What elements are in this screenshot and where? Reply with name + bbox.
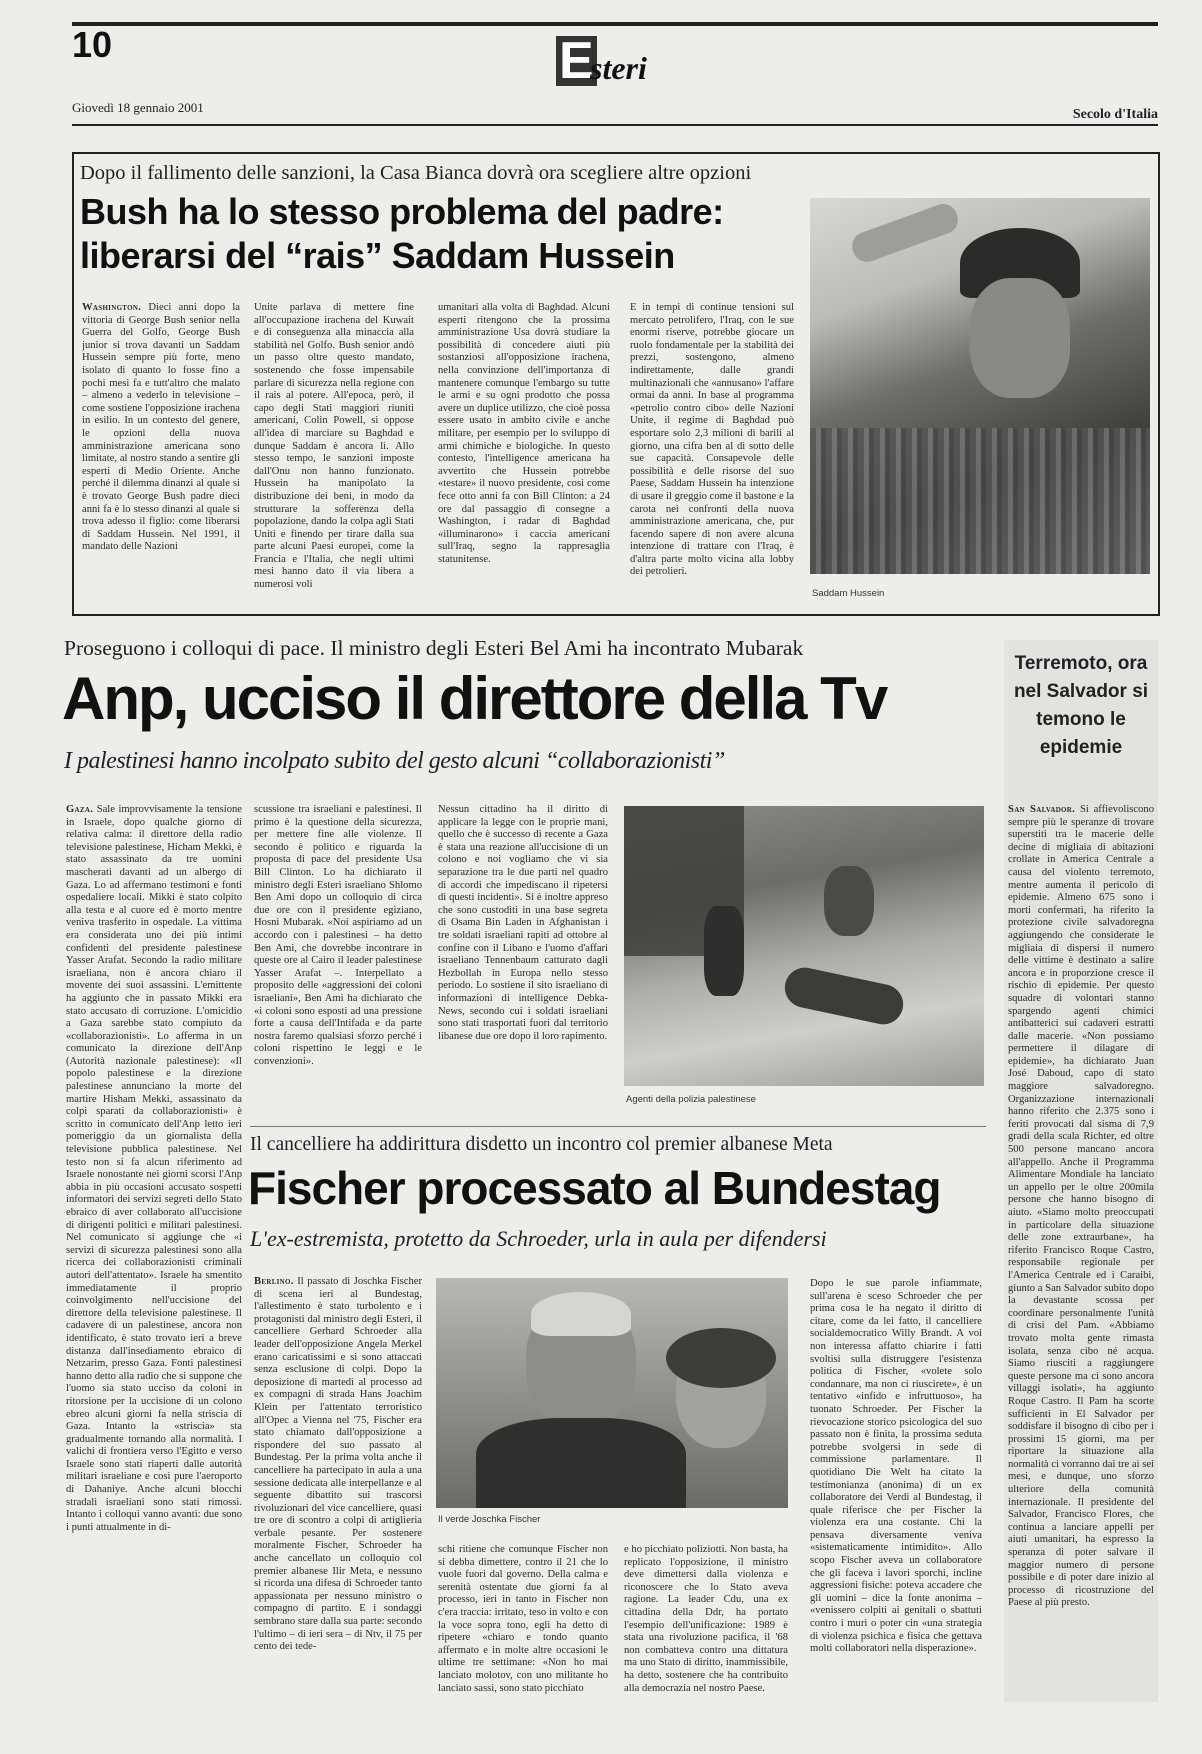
saddam-photo (810, 198, 1150, 574)
photo-arm-shape (848, 200, 962, 266)
masthead-rule (72, 124, 1158, 126)
story2-kicker: Proseguono i colloqui di pace. Il ministro degli Esteri Bel Ami ha incontrato Mubarak (64, 636, 804, 660)
story3-column-3 (624, 1544, 788, 1700)
story1-col4-text: E in tempi di continue tensioni sul mercato petrolifero, l'Iraq, con le sue enormi riserve, potrebbe giocare un ruolo fondamentale per la stabilità dei prezzi, sostengono, almeno indirettamente, dalle grandi multinazionali che «annusano» l'affare ormai da anni. In base al programma «petrolio contro cibo» delle Nazioni Unite, il regime di Baghdad può esportare solo 2,3 milioni di barili al giorno, una cifra ben al di sotto delle sue capacità. Consapevole delle possibilità e delle risorse del suo Paese, Saddam Hussein ha intenzione di usare il greggio come il bastone e la carota nei confronti della nuova amministrazione americana, che, pur facendo sapere di non avere alcuna intenzione di trattare con l'Iraq, è d'altra parte molto vicina alla lobby dei petrolieri. (630, 302, 794, 578)
story2-col2-text: scussione tra israeliani e palestinesi. Il primo è la questione della sicurezza, per mettere fine alle violenze. Il secondo è politico e riguarda la proposta di pace del presidente Usa Bill Clinton. Lo ha dichiarato il ministro degli Esteri israeliano Shlomo Ben Ami dopo un colloquio di circa due ore con il presidente egiziano, Hosni Mubarak. «Noi aspiriamo ad un accordo con i palestinesi – ha detto Ben Ami, che dovrebbe incontrare in queste ore al Cairo il leader palestinese Yasser Arafat –. Interpellato a proposito delle «aggressioni dei coloni israeliani», Ben Ami ha dichiarato che «i coloni sono esposti ad una pressione forte a causa dell'Intifada e da parte nostra faremo qualsiasi sforzo perché i coloni rispettino le leggi e le convenzioni». (254, 804, 422, 1067)
story3-kicker: Il cancelliere ha addirittura disdetto un incontro col premier albanese Meta (250, 1134, 833, 1155)
story2-dateline: Gaza. (66, 804, 94, 815)
story1-col1-text: Dieci anni dopo la vittoria di George Bush senior nella Guerra del Golfo, George Bush junior si trova davanti un Saddam Hussein sempre più forte, meno isolato di quanto lo fosse fino a pochi mesi fa e tutt'altro che malato – almeno a vederlo in televisione – come sostiene l'opposizione irachena in esilio. In un contesto del genere, le opzioni della nuova amministrazione americana sono limitate, al nostro stando a sentire gli esperti di Medio Oriente. Anche perché il dilemma dinanzi al quale si è trovato George Bush padre dieci anni fa è lo stesso dinanzi al quale si trova adesso il figlio: come liberarsi di Saddam Hussein. Nel 1991, il mandato delle Nazioni (82, 302, 240, 553)
sidebar-dateline: San Salvador. (1008, 804, 1076, 815)
photo-figure2-shape (781, 964, 907, 1028)
story3-top-rule (250, 1126, 986, 1127)
story1-column-2 (254, 302, 414, 600)
photo-woman-hair-shape (666, 1328, 776, 1388)
story2-col3-text: Nessun cittadino ha il diritto di applicare la legge con le proprie mani, quello che è successo di recente a Gaza è stata una reazione all'uccisione di un colono e noi vogliamo che vi sia separazione tra le due parti nel quadro di accordi che impediscano il ripetersi di questi incidenti». Si è inoltre appreso che sono custoditi in una base segreta di Osama Bin Laden in Afghanistan i tre soldati israeliani rapiti ad ottobre al confine con il Libano e l'uomo d'affari israeliano Tennenbaum catturato dagli Hezbollah in Europa nello stesso periodo. Lo sostiene il sito israeliano di informazioni di intelligence Debka-News, secondo cui i soldati israeliani sono stati trasportati fuori dal territorio libanese due ore dopo il loro rapimento. (438, 804, 608, 1042)
story3-col4-text: Dopo le sue parole infiammate, sull'arena è sceso Schroeder che per prima cosa le ha negato il diritto di citare, come da lei fatto, il cancelliere socialdemocratico Willy Brandt. A voi non interessa affatto chiarire i fatti svoltisi sulla distruggere l'esistenza politica di Fischer, «volete solo condannare, ma non ci riuscirete», è un tentativo «infido e infruttuoso», ha tuonato Schroeder. Per Fischer la rievocazione storico psicologica del suo passato non è finita, la prossima seduta potrebbe svolgersi in sede di commissione parlamentare. Il quotidiano Die Welt ha citato la testimonianza (anonima) di un ex collaboratore dei Verdi al Bundestag, il quale riferisce che per Fischer la violenza era una costante. Chi la pensava diversamente veniva «sistematicamente intimidito». Allo scopo Fischer aveva un collaboratore che gli faceva i lavori sporchi, incline aggressioni fisiche: poteva accadere che gli uomini – dice la fonte anonima – «venissero colpiti ai genitali o sbattuti contro i muri o poter cin «una strategia di violenza psichica e fisica che gettava molti collaboratori nella disperazione». (810, 1278, 982, 1655)
section-title (556, 32, 656, 90)
story2-headline: Anp, ucciso il direttore della Tv (62, 665, 887, 732)
paper-name: Secolo d'Italia (1072, 107, 1158, 122)
story1-headline (80, 190, 724, 278)
saddam-photo-caption: Saddam Hussein (812, 588, 885, 599)
story1-column-4 (630, 302, 794, 600)
story1-col2-text: Unite parlava di mettere fine all'occupazione irachena del Kuwait e di conseguenza alla minaccia alla stabilità nel Golfo. Bush senior andò un passo oltre questo mandato, sostenendo che fosse impensabile parlare di sicurezza nella regione con il rais al potere. All'epoca, però, il capo degli Stati maggiori riuniti americani, Colin Powell, si oppose all'idea di marciare su Baghdad e dunque Saddam è ancora lì. Allo stesso tempo, le sanzioni imposte dall'Onu non hanno funzionato. Hussein ha manipolato la distribuzione dei beni, in modo da strutturare la sofferenza della popolazione, dando la colpa agli Stati Uniti e finendo per tirare dalla sua parte alcuni Paesi europei, come la Francia e l'Italia, che negli ultimi mesi hanno dato il via libera a numerosi voli (254, 302, 414, 591)
story1-headline-line2: liberarsi del “rais” Saddam Hussein (80, 235, 675, 276)
story3-headline: Fischer processato al Bundestag (248, 1162, 941, 1214)
fischer-photo-caption: Il verde Joschka Fischer (438, 1514, 541, 1525)
story3-column-2 (438, 1544, 608, 1700)
story3-col1-text: Il passato di Joschka Fischer di scena ieri al Bundestag, l'allestimento è stato turbolento e i protagonisti dal ministro degli Esteri, il cancelliere Gerhard Schroeder alla leader dell'opposizione Angela Merkel erano caricatissimi e si sono attaccati senza esclusione di colpi. Dopo la deposizione di martedì al processo ad ex compagni di strada Hans Joachim Klein per l'attentato terroristico all'Opec a Vienna nel '75, Fischer era stato chiamato dall'opposizione a rispondere del suo passato al Bundestag. Per la prima volta anche il cancelliere ha partecipato in aula a una sessione dedicata alle interpellanze e al seguente dibattito sui trascorsi rivoluzionari del vice cancelliere, quasi tre ore di scontro a colpi di artiglieria verbale pesante. Per sostenere moralmente Fischer, Schroeder ha anche cancellato un colloquio col premier albanese Ilir Meta, e nessuno si ricorda una difesa di Schroeder tanto appassionata per nessuno ministro o compagno di partito. E i sondaggi sembrano stare dalla sua parte: secondo l'ultimo – di ieri sera – di Ntv, il 75 per cento dei tede- (254, 1276, 422, 1653)
photo-man-jacket-shape (476, 1418, 686, 1508)
top-rule (72, 22, 1158, 26)
story2-column-1 (66, 804, 242, 1704)
story3-subhead: L'ex-estremista, protetto da Schroeder, urla in aula per difendersi (250, 1226, 827, 1251)
section-initial: E (556, 36, 597, 86)
photo-figure3-shape (824, 866, 874, 936)
section-name: steri (590, 50, 647, 86)
photo-face-shape (970, 278, 1070, 398)
story3-col3-text: e ho picchiato poliziotti. Non basta, ha replicato l'opposizione, il ministro deve dimettersi dalla violenza e riconoscere che lo Stato aveva ragione. La leader Cdu, una ex cittadina della Ddr, ha portato l'esempio dell'unificazione: 1989 è stata una rivoluzione pacifica, il '68 non combatteva contro una dittatura ma uno Stato di diritto, inammissibile, ha detto, sostenere che ha contribuito alla democrazia nel nostro Paese. (624, 1544, 788, 1694)
story2-subhead: I palestinesi hanno incolpato subito del gesto alcuni “collaborazionisti” (64, 748, 725, 774)
photo-figure1-shape (704, 906, 744, 996)
story3-column-1 (254, 1276, 422, 1700)
story1-kicker: Dopo il fallimento delle sanzioni, la Casa Bianca dovrà ora scegliere altre opzioni (80, 162, 752, 184)
story1-headline-line1: Bush ha lo stesso problema del padre: (80, 191, 724, 232)
story1-column-3 (438, 302, 610, 600)
story1-dateline: Washington. (82, 302, 142, 313)
story3-column-4 (810, 1278, 982, 1700)
story2-col1-text: Sale improvvisamente la tensione in Israele, dopo qualche giorno di relativa calma: il direttore della radio televisione palestinese, Hicham Mekki, è stato assassinato da tre uomini mascherati davanti ad un albergo di Gaza. Lo ad affermano testimoni e fonti ospedaliere locali. Mikki è stato colpito alla testa e al cuore ed è morto mentre veniva trasferito in ospedale. La vittima era considerata uno dei più intimi confidenti del presidente palestinese Yasser Arafat. Secondo la radio militare israeliana, non è ancora chiaro il movente dei suoi assassini. L'emittente ha aggiunto che in passato Mikki era stato accusato di corruzione. L'omicidio a Gaza sarebbe stato compiuto da «collaborazionisti». Lo afferma in un comunicato la direzione dell'Anp (Autorità nazionale palestinese): «Il popolo palestinese e la direzione palestinese annunciano la morte del martire Hisham Mekki, assassinato da colpi sparati da collaborazionisti» è scritto in comunicato dell'Anp letto ieri pomeriggio da un giornalista della televisione pubblica palestinese. Nel testo non si fa alcun riferimento ad Israele nonostante nei giorni scorsi l'Anp abbia in più occasioni accusato sospetti informatori dei servizi segreti dello Stato ebraico di aver collaborato all'uccisione di dirigenti politici e militari palestinesi. Nel comunicato si aggiunge che «i servizi di sicurezza palestinesi sono alla ricerca dei collaborazionisti criminali autori dell'attentato». Israele ha smentito immediatamente il proprio coinvolgimento nell'uccisione del direttore della televisione palestinese. Il cadavere di un palestinese, ancora non identificato, è stato trovato ieri a breve distanza dall'insediamento ebraico di Netzarim, presso Gaza. Fonti palestinesi hanno detto alla radio che si suppone che l'uomo sia stato ucciso da coloni in ritorsione per la uccisione di un colono ebreo alcuni giorni fa nella striscia di Gaza. Intanto la «striscia» sta gradualmente tornando alla normalità. I valichi di frontiera verso l'Egitto e verso Israele sono stati riaperti dalle autorità militari israeliane e così pure l'aeroporto di Dahaniye. Anche alcuni blocchi stradali israeliani sono stati rimossi. Intanto i colloqui vanno avanti: due sono i punti attualmente in di- (66, 804, 242, 1533)
story2-column-3 (438, 804, 608, 1100)
story3-dateline: Berlino. (254, 1276, 294, 1287)
story1-column-1 (82, 302, 240, 600)
police-photo-caption: Agenti della polizia palestinese (626, 1094, 756, 1105)
photo-man-hair-shape (531, 1292, 631, 1336)
fischer-photo (436, 1278, 788, 1508)
issue-date: Giovedì 18 gennaio 2001 (72, 100, 204, 115)
story3-col2-text: schi ritiene che comunque Fischer non si debba dimettere, contro il 21 che lo vuole fuori dal governo. Della calma e serenità ostentate due giorni fa al processo, ieri in tanto in Fischer non c'era traccia: irritato, teso in volto e con la voce sopra tono, egli ha detto di ripetere «chiaro e tondo quanto affermato e in molte altre occasioni le ultime tre settimane: «Non ho mai lanciato molotov, con uno militante ho lanciato sassi, sono stato picchiato (438, 1544, 608, 1694)
sidebar-column (1008, 804, 1154, 1700)
sidebar-headline: Terremoto, ora nel Salvador si temono le epidemie (1013, 653, 1149, 758)
story2-column-2 (254, 804, 422, 1100)
police-photo (624, 806, 984, 1086)
page-number: 10 (72, 24, 113, 65)
photo-crowd-shape (810, 428, 1150, 574)
sidebar-body-text: Si affievoliscono sempre più le speranze di trovare superstiti tra le macerie delle decine di migliaia di abitazioni crollate in America Centrale a causa del violento terremoto, mentre aumenta il pericolo di epidemie. Almeno 675 sono i morti confermati, ha riferito la protezione civile salvadoregna aggiungendo che considerate le migliaia di dispersi il numero delle vittime è destinato a salire ancora e in proporzione cresce il rischio di epidemie. Per questo squadre di volontari stanno spargendo agenti chimici antibatterici sui cadaveri estratti dalle macerie. «Non possiamo permettere il dilagare di epidemie», ha dichiarato Juan José Daboud, capo di stato maggiore salvadoregno. Organizzazione internazionali hanno riferito che 2.375 sono i feriti provocati dal sisma di 7,9 gradi della scala Richter, ed oltre 500 persone mancano ancora all'appello. Anche il Programma Alimentare Mondiale ha lanciato un appello per le oltre 200mila persone che hanno bisogno di aiuto. «Siamo molto preoccupati in particolare della situazione delle zone extraurbane», ha riferito Francisco Roque Castro, responsabile regionale per l'America Centrale ed i Caraibi, giunto a San Salvador subito dopo la devastante scossa per coordinare personalmente l'unità di crisi del Pam. «Abbiamo trovato molta gente rimasta isolata, senza cibo né acqua. Siamo riusciti a raggiungere queste persone ma ci sono ancora villaggi isolati», ha aggiunto Roque Castro. Il Pam ha scorte sufficienti in El Salvador per soddisfare il bisogno di cibo per i prossimi 15 giorni, ma per riportare la situazione alla normalità ci vorranno dai tre ai sei mesi, e dunque, uno sforzo ulteriore della comunità internazionale. Il presidente del Salvador, Francisco Flores, che continua a lanciare appelli per aiuti umanitari, ha espresso la speranza di poter salvare il maggior numero di persone possibile e di poter dare inizio al processo di ricostruzione del Paese al più presto. (1008, 804, 1154, 1609)
story1-col3-text: umanitari alla volta di Baghdad. Alcuni esperti ritengono che la prossima amministrazione Usa dovrà studiare la possibilità di concedere aiuti più sostanziosi all'opposizione irachena, nella convinzione dell'importanza di mantenere comunque l'embargo su tutte le armi e su ogni prodotto che possa avere un duplice utilizzo, che cioè possa essere usato in ambito civile e anche militare, per esempio per lo sviluppo di armi chimiche e biologiche. In questo contesto, l'intelligence americana ha avvertito che Hussein potrebbe «testare» il nuovo presidente, così come fece otto anni fa con Bill Clinton: a 24 ore dal passaggio di consegne a Washington, i radar di Baghdad «illuminarono» i caccia americani sull'Iraq, segno la rappresaglia statunitense. (438, 302, 610, 565)
